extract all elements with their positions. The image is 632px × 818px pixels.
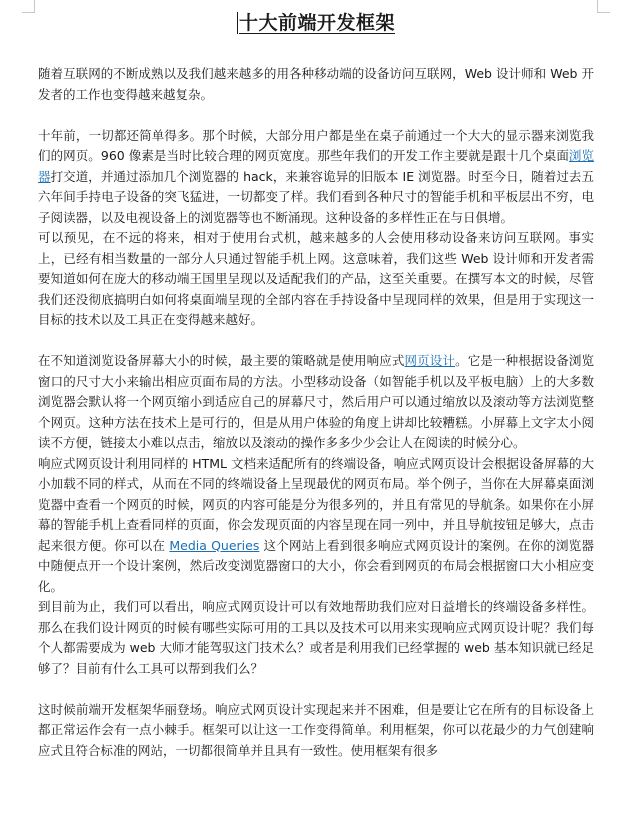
paragraph-text: 。它是一种根据设备浏览窗口的尺寸大小来输出相应页面布局的方法。小型移动设备（如智能手机以及平板电脑）上的大多数浏览器会默认将一个网页缩小到适应自己的屏幕尺寸，然后用户可以通过缩放以及滚动等方法浏览整个网页。这种方法在技术上是可行的，但是从用户体验的角度上讲却比较糟糕。小屏幕上文字太小阅读不方便，链接太小难以点击，缩放以及滚动的操作多多少少会让人在阅读的时候分心。 xyxy=(38,353,594,450)
paragraph-text: 十年前，一切都还简单得多。那个时候，大部分用户都是坐在桌子前通过一个大大的显示器来浏览我们的网页。960 像素是当时比较合理的网页宽度。那些年我们的开发工作主要就是跟十几个桌面 xyxy=(38,127,594,163)
paragraph-foreseeable-future xyxy=(38,228,594,331)
paragraph-frameworks xyxy=(38,700,594,762)
paragraph-responsive-strategy xyxy=(38,351,594,454)
document-title-text: 十大前端开发框架 xyxy=(238,12,395,34)
paragraph-text: 打交道，并通过添加几个浏览器的 hack，来兼容诡异的旧版本 IE 浏览器。时至今日，随着过去五六年间手持电子设备的突飞猛进，一切都变了样。我们看到各种尺寸的智能手机和平板层出不穷，电子阅读器，以及电视设备上的浏览器等也不断涌现。这种设备的多样性正在与日俱增。 xyxy=(38,168,594,225)
paragraph-text: 在不知道浏览设备屏幕大小的时候，最主要的策略就是使用响应式 xyxy=(38,353,405,368)
paragraph-text: 随着互联网的不断成熟以及我们越来越多的用各种移动端的设备访问互联网，Web 设计师和 Web 开发者的工作也变得越来越复杂。 xyxy=(38,66,594,102)
paragraph-text: 这时候前端开发框架华丽登场。响应式网页设计实现起来并不困难，但是要让它在所有的目标设备上都正常运作会有一点小棘手。框架可以让这一工作变得简单。利用框架，你可以花最少的力气创建响应式且符合标准的网站，一切都很简单并且具有一致性。使用框架有很多 xyxy=(38,701,594,758)
paragraph-text: 可以预见，在不远的将来，相对于使用台式机，越来越多的人会使用移动设备来访问互联网。事实上，已经有相当数量的一部分人只通过智能手机上网。这意味着，我们这些 Web 设计师和开发者需要知道如何在庞大的移动端王国里呈现以及适配我们的产品，这至关重要。在撰写本文的时候，尽管我们还没彻底搞明白如何将桌面端呈现的全部内容在手持设备中呈现同样的效果，但是用于实现这一目标的技术以及工具正在变得越来越好。 xyxy=(38,230,594,327)
paragraph-intro xyxy=(38,64,594,105)
browser-link[interactable]: 浏览器 xyxy=(38,148,594,184)
paragraph-ten-years-ago xyxy=(38,126,594,229)
paragraph-text: 响应式网页设计利用同样的 HTML 文档来适配所有的终端设备，响应式网页设计会根据设备屏幕的大小加载不同的样式，从而在不同的终端设备上呈现最优的网页布局。举个例子，当你在大屏幕桌面浏览器中查看一个网页的时候，网页的内容可能是分为很多列的，并且有常见的导航条。如果你在小屏幕的智能手机上查看同样的页面，你会发现页面的内容呈现在同一列中，并且导航按钮足够大，点击起来很方便。你可以在 xyxy=(38,455,594,553)
paragraph-responsive-html xyxy=(38,454,594,598)
paragraph-so-far xyxy=(38,597,594,679)
web-design-link[interactable]: 网页设计 xyxy=(404,353,456,368)
paragraph-text: 这个网站上看到很多响应式网页设计的案例。在你的浏览器中随便点开一个设计案例，然后改变浏览器窗口的大小，你会看到网页的布局会根据窗口大小相应变化。 xyxy=(38,537,594,594)
document-body xyxy=(38,64,594,761)
document-title xyxy=(0,8,632,35)
paragraph-text: 到目前为止，我们可以看出，响应式网页设计可以有效地帮助我们应对日益增长的终端设备多样性。那么在我们设计网页的时候有哪些实际可用的工具以及技术可以用来实现响应式网页设计呢？我们每个人都需要成为 web 大师才能驾驭这门技术么？或者是利用我们已经掌握的 web 基本知识就已经足够了？目前有什么工具可以帮到我们么？ xyxy=(38,599,594,676)
media-queries-link[interactable]: Media Queries xyxy=(169,537,260,553)
